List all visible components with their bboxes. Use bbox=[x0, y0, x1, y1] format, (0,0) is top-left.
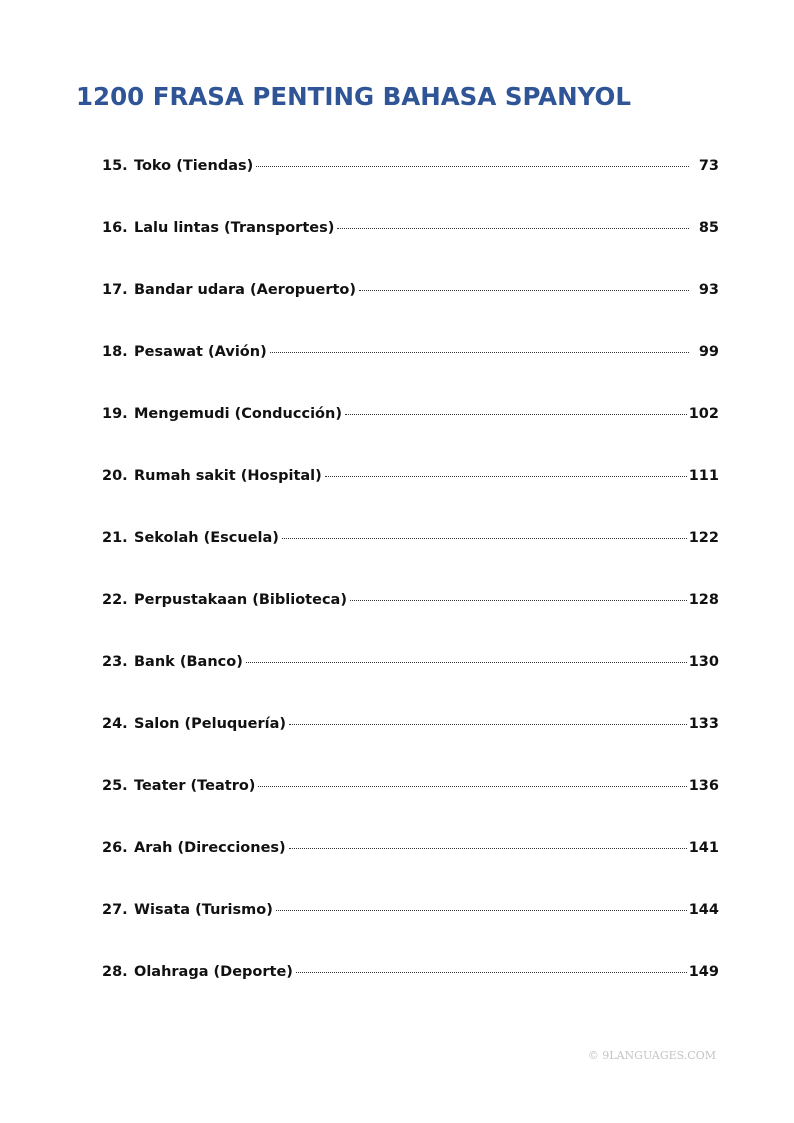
table-of-contents bbox=[102, 158, 719, 1026]
toc-entry-number: 22. bbox=[102, 592, 128, 608]
toc-entry[interactable] bbox=[102, 220, 719, 282]
toc-entry[interactable] bbox=[102, 964, 719, 1026]
toc-entry-label: Pesawat (Avión) bbox=[134, 344, 267, 360]
toc-entry-label: Salon (Peluquería) bbox=[134, 716, 286, 732]
toc-entry[interactable] bbox=[102, 592, 719, 654]
toc-entry-number: 24. bbox=[102, 716, 128, 732]
toc-entry-number: 16. bbox=[102, 220, 128, 236]
toc-entry-page: 130 bbox=[688, 654, 719, 670]
toc-entry-page: 122 bbox=[688, 530, 719, 546]
toc-entry-page: 102 bbox=[688, 406, 719, 422]
toc-entry-number: 18. bbox=[102, 344, 128, 360]
toc-entry[interactable] bbox=[102, 654, 719, 716]
toc-entry-label: Rumah sakit (Hospital) bbox=[134, 468, 322, 484]
toc-entry-number: 27. bbox=[102, 902, 128, 918]
toc-entry-page: 141 bbox=[688, 840, 719, 856]
toc-entry-page: 128 bbox=[688, 592, 719, 608]
toc-entry-page: 85 bbox=[698, 220, 719, 236]
toc-entry-number: 28. bbox=[102, 964, 128, 980]
toc-entry-label: Toko (Tiendas) bbox=[134, 158, 254, 174]
toc-entry[interactable] bbox=[102, 716, 719, 778]
dot-leader bbox=[359, 290, 689, 291]
toc-entry-label: Sekolah (Escuela) bbox=[134, 530, 279, 546]
dot-leader bbox=[246, 662, 687, 663]
toc-entry-number: 21. bbox=[102, 530, 128, 546]
toc-entry-label: Perpustakaan (Biblioteca) bbox=[134, 592, 347, 608]
toc-entry-number: 15. bbox=[102, 158, 128, 174]
toc-entry-page: 149 bbox=[688, 964, 719, 980]
dot-leader bbox=[325, 476, 687, 477]
toc-entry-page: 136 bbox=[688, 778, 719, 794]
toc-entry-page: 99 bbox=[698, 344, 719, 360]
toc-entry-label: Bank (Banco) bbox=[134, 654, 243, 670]
toc-entry[interactable] bbox=[102, 344, 719, 406]
toc-entry[interactable] bbox=[102, 406, 719, 468]
toc-entry-page: 133 bbox=[688, 716, 719, 732]
toc-entry[interactable] bbox=[102, 902, 719, 964]
toc-entry-number: 19. bbox=[102, 406, 128, 422]
toc-entry-label: Wisata (Turismo) bbox=[134, 902, 273, 918]
toc-entry-page: 144 bbox=[688, 902, 719, 918]
toc-entry[interactable] bbox=[102, 282, 719, 344]
dot-leader bbox=[350, 600, 687, 601]
toc-entry[interactable] bbox=[102, 530, 719, 592]
toc-entry[interactable] bbox=[102, 468, 719, 530]
dot-leader bbox=[289, 724, 687, 725]
dot-leader bbox=[276, 910, 687, 911]
copyright-watermark: © 9LANGUAGES.COM bbox=[587, 1049, 716, 1062]
dot-leader bbox=[282, 538, 687, 539]
toc-entry-number: 17. bbox=[102, 282, 128, 298]
toc-entry-number: 23. bbox=[102, 654, 128, 670]
dot-leader bbox=[337, 228, 688, 229]
toc-entry-label: Mengemudi (Conducción) bbox=[134, 406, 342, 422]
toc-entry-label: Teater (Teatro) bbox=[134, 778, 256, 794]
toc-entry-number: 26. bbox=[102, 840, 128, 856]
page-title: 1200 FRASA PENTING BAHASA SPANYOL bbox=[76, 82, 631, 111]
toc-entry-page: 73 bbox=[698, 158, 719, 174]
dot-leader bbox=[345, 414, 687, 415]
dot-leader bbox=[270, 352, 689, 353]
toc-entry-label: Lalu lintas (Transportes) bbox=[134, 220, 335, 236]
toc-entry-label: Olahraga (Deporte) bbox=[134, 964, 293, 980]
toc-entry-page: 93 bbox=[698, 282, 719, 298]
toc-entry[interactable] bbox=[102, 778, 719, 840]
toc-entry-page: 111 bbox=[688, 468, 719, 484]
dot-leader bbox=[258, 786, 686, 787]
toc-entry[interactable] bbox=[102, 158, 719, 220]
toc-entry-number: 20. bbox=[102, 468, 128, 484]
toc-entry-label: Arah (Direcciones) bbox=[134, 840, 286, 856]
dot-leader bbox=[289, 848, 687, 849]
toc-entry[interactable] bbox=[102, 840, 719, 902]
dot-leader bbox=[256, 166, 689, 167]
toc-entry-label: Bandar udara (Aeropuerto) bbox=[134, 282, 356, 298]
toc-entry-number: 25. bbox=[102, 778, 128, 794]
dot-leader bbox=[296, 972, 687, 973]
